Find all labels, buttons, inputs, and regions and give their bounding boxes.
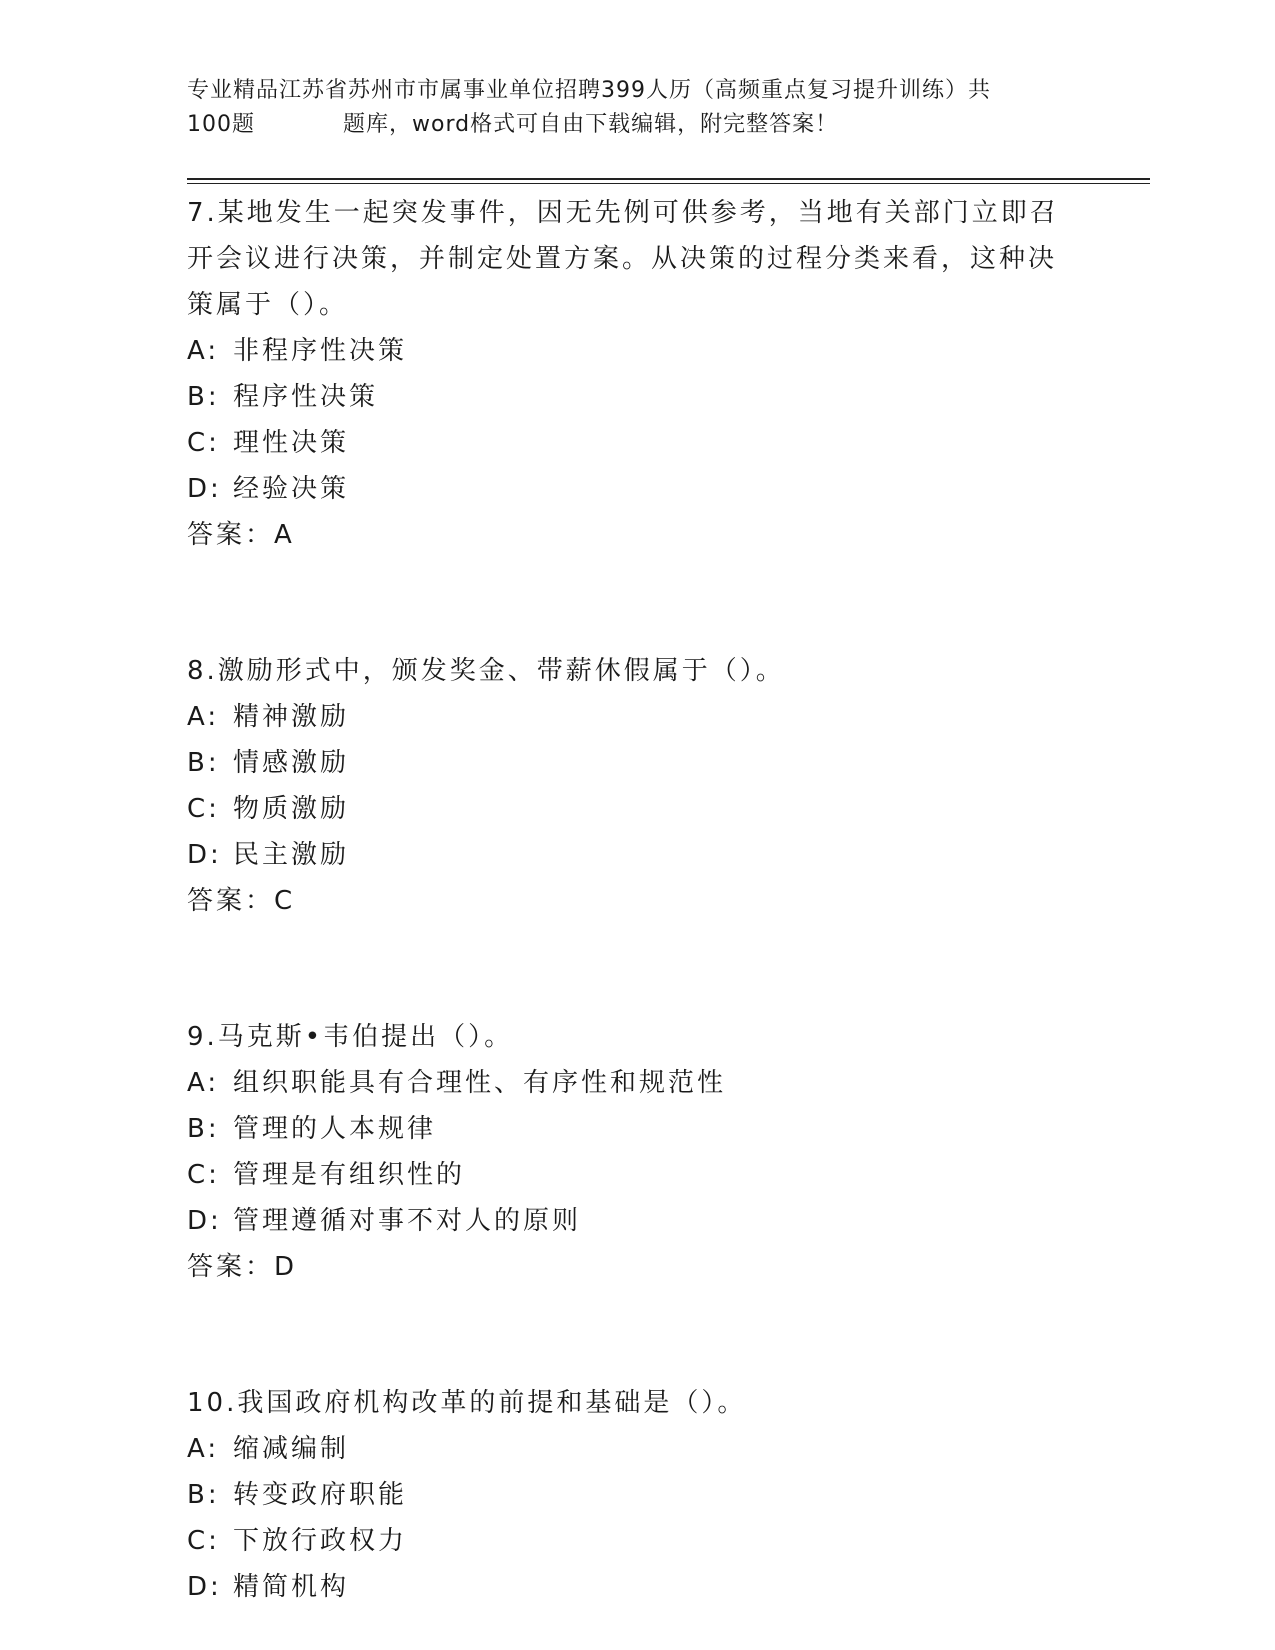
option-a: [187, 328, 1067, 374]
option-letter: A:: [187, 1068, 220, 1098]
option-letter: A:: [187, 336, 220, 366]
option-a: [187, 1426, 1067, 1472]
answer-label: 答案：: [187, 520, 275, 550]
header-divider-thin: [187, 183, 1150, 184]
question-stem: 7.某地发生一起突发事件，因无先例可供参考，当地有关部门立即召开会议进行决策，并制定处置方案。从决策的过程分类来看，这种决策属于（）。: [187, 198, 1059, 320]
option-c: [187, 1152, 1067, 1198]
option-letter: C:: [187, 794, 220, 824]
option-text: 精神激励: [233, 702, 350, 732]
option-letter: C:: [187, 428, 220, 458]
option-text: 转变政府职能: [233, 1480, 408, 1510]
option-b: [187, 374, 1067, 420]
header-description: 题库，word格式可自由下载编辑，附完整答案！: [343, 112, 839, 137]
option-c: [187, 420, 1067, 466]
header-divider-thick: [187, 178, 1150, 180]
option-a: [187, 1060, 1067, 1106]
option-b: [187, 1106, 1067, 1152]
answer-line: [187, 878, 1067, 924]
page-header: [187, 74, 1087, 142]
option-letter: D:: [187, 474, 222, 504]
option-letter: B:: [187, 382, 220, 412]
option-text: 管理是有组织性的: [233, 1160, 466, 1190]
question-list: [187, 190, 1067, 1610]
option-letter: A:: [187, 1434, 220, 1464]
option-letter: C:: [187, 1160, 220, 1190]
option-c: [187, 1518, 1067, 1564]
answer-label: 答案：: [187, 886, 275, 916]
option-text: 缩减编制: [233, 1434, 350, 1464]
option-text: 管理的人本规律: [233, 1114, 437, 1144]
option-a: [187, 694, 1067, 740]
answer-value: A: [274, 520, 295, 550]
option-d: [187, 466, 1067, 512]
option-text: 经验决策: [233, 474, 350, 504]
answer-value: D: [274, 1252, 298, 1282]
option-text: 理性决策: [233, 428, 350, 458]
option-text: 组织职能具有合理性、有序性和规范性: [233, 1068, 727, 1098]
option-text: 下放行政权力: [233, 1526, 408, 1556]
option-letter: B:: [187, 1114, 220, 1144]
header-title-line2: [187, 108, 1087, 142]
question-7: [187, 190, 1067, 558]
option-text: 程序性决策: [233, 382, 379, 412]
option-letter: A:: [187, 702, 220, 732]
header-title-line1: 专业精品江苏省苏州市市属事业单位招聘399人历（高频重点复习提升训练）共: [187, 78, 991, 103]
answer-line: [187, 512, 1067, 558]
option-d: [187, 1198, 1067, 1244]
question-8: [187, 648, 1067, 924]
option-letter: B:: [187, 748, 220, 778]
option-text: 非程序性决策: [233, 336, 408, 366]
answer-line: [187, 1244, 1067, 1290]
answer-label: 答案：: [187, 1252, 275, 1282]
header-question-count: 100题: [187, 112, 255, 137]
question-stem: 8.激励形式中，颁发奖金、带薪休假属于（）。: [187, 656, 785, 686]
question-stem: 9.马克斯•韦伯提出（）。: [187, 1022, 514, 1052]
option-text: 管理遵循对事不对人的原则: [233, 1206, 582, 1236]
question-9: [187, 1014, 1067, 1290]
option-text: 情感激励: [233, 748, 350, 778]
option-b: [187, 1472, 1067, 1518]
option-letter: C:: [187, 1526, 220, 1556]
option-text: 物质激励: [233, 794, 350, 824]
option-letter: D:: [187, 1572, 222, 1602]
option-d: [187, 832, 1067, 878]
question-stem: 10.我国政府机构改革的前提和基础是（）。: [187, 1388, 747, 1418]
option-text: 精简机构: [233, 1572, 350, 1602]
question-10: [187, 1380, 1067, 1610]
option-c: [187, 786, 1067, 832]
option-d: [187, 1564, 1067, 1610]
option-letter: D:: [187, 840, 222, 870]
option-letter: B:: [187, 1480, 220, 1510]
option-letter: D:: [187, 1206, 222, 1236]
option-b: [187, 740, 1067, 786]
option-text: 民主激励: [233, 840, 350, 870]
answer-value: C: [274, 886, 296, 916]
